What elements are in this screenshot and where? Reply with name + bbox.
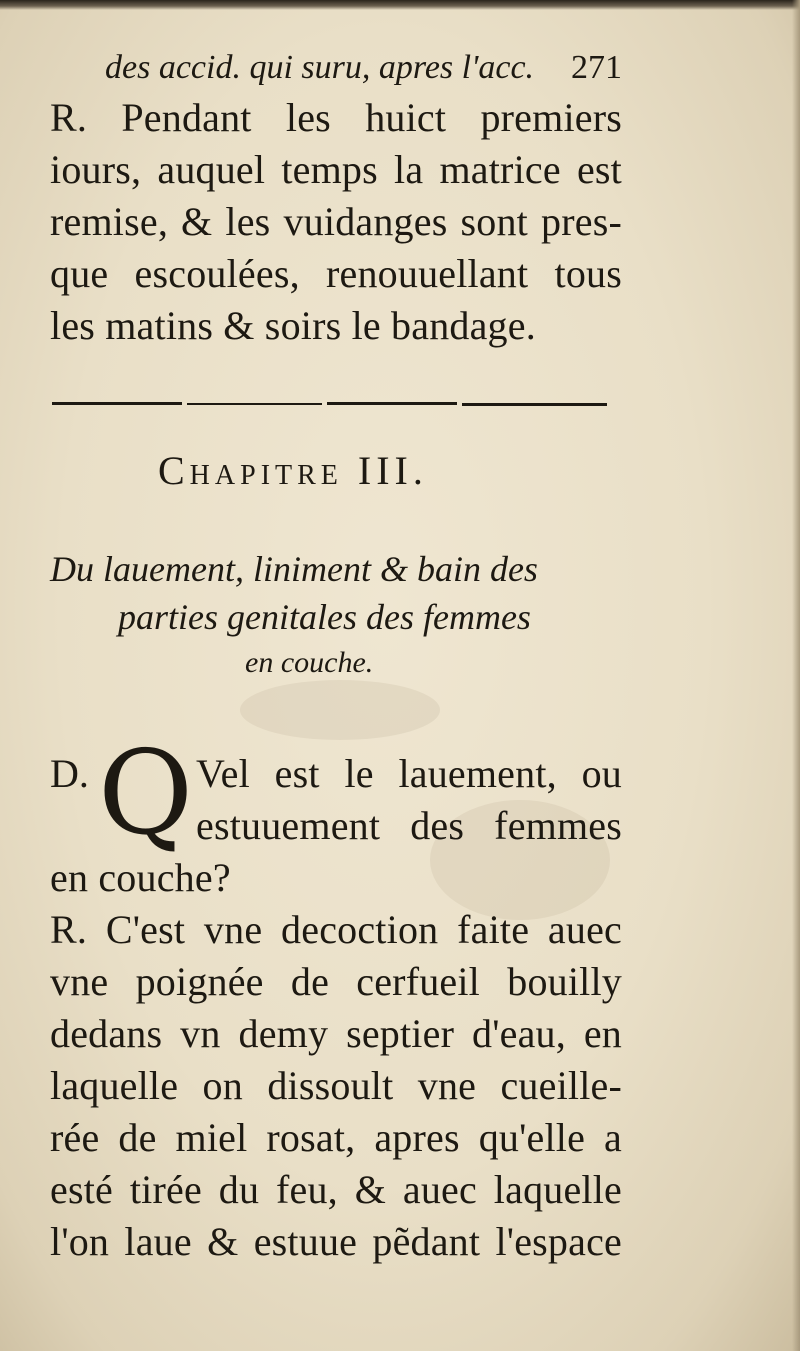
text-line: rée de miel rosat, apres qu'elle a	[50, 1115, 622, 1160]
text-line: estuuement des femmes	[196, 803, 622, 848]
text-line: en couche?	[50, 855, 231, 900]
text-line: R. C'est vne decoction faite auec	[50, 907, 622, 952]
text-line: iours, auquel temps la matrice est	[50, 147, 622, 192]
text-line: que escoulées, renouuellant tous	[50, 251, 622, 296]
page-number: 271	[571, 49, 622, 86]
page-right-edge	[792, 0, 800, 1351]
text-line: vne poignée de cerfueil bouilly	[50, 959, 622, 1004]
text-line: laquelle on dissoult vne cueille-	[50, 1063, 622, 1108]
chapter-subtitle-line: Du lauement, liniment & bain des	[50, 549, 538, 589]
text-line: Vel est le lauement, ou	[196, 751, 622, 796]
chapter-heading: Chapitre III.	[158, 448, 428, 493]
chapter-subtitle-line: parties genitales des femmes	[118, 597, 531, 637]
text-line: l'on laue & estuue pẽdant l'espace	[50, 1219, 622, 1264]
text-line: les matins & soirs le bandage.	[50, 303, 536, 348]
drop-cap-letter: Q	[98, 726, 194, 861]
page-top-edge	[0, 0, 800, 10]
question-label: D.	[50, 751, 89, 796]
running-head	[105, 44, 622, 92]
chapter-subtitle-line: en couche.	[245, 646, 374, 679]
section-rule	[52, 398, 607, 410]
running-head-title: des accid. qui suru, apres l'acc.	[105, 49, 535, 86]
text-line: R. Pendant les huict premiers	[50, 95, 622, 140]
text-line: esté tirée du feu, & auec laquelle	[50, 1167, 622, 1212]
text-line: remise, & les vuidanges sont pres-	[50, 199, 622, 244]
paper-stain	[240, 680, 440, 740]
text-line: dedans vn demy septier d'eau, en	[50, 1011, 622, 1056]
